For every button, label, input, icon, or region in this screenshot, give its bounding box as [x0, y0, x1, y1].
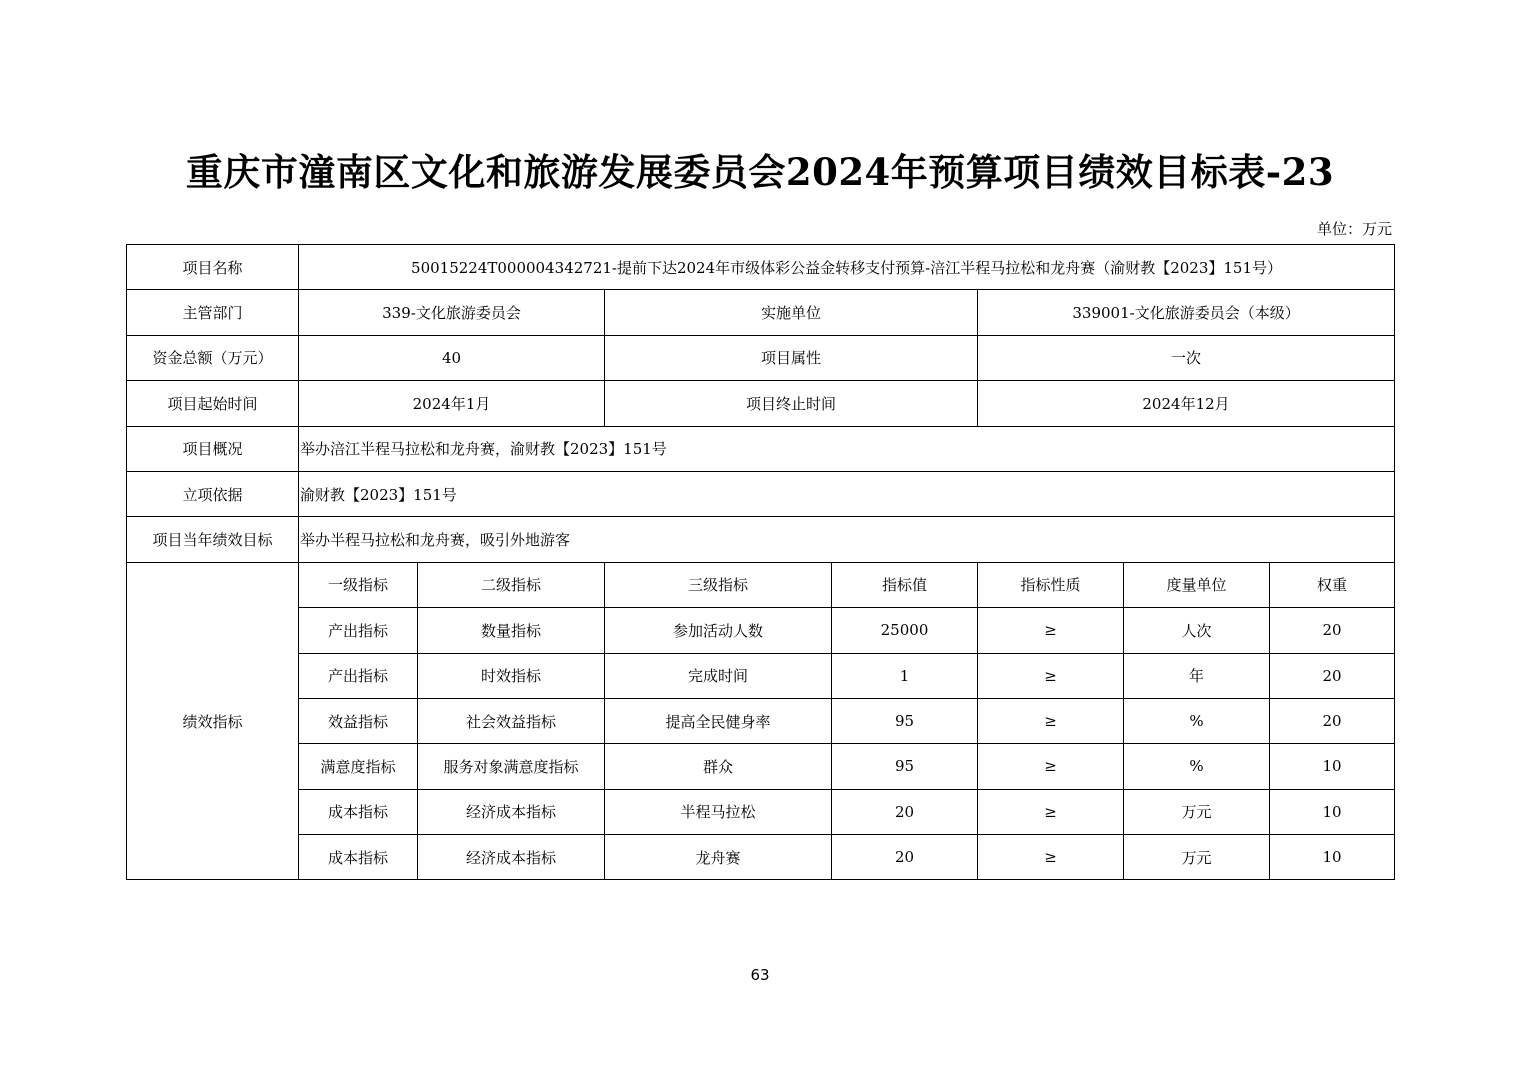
overview-value: 举办涪江半程马拉松和龙舟赛，渝财教【2023】151号: [299, 426, 1395, 471]
indicator-cell: 25000: [832, 608, 978, 653]
indicator-cell: 提高全民健身率: [605, 698, 832, 743]
indicator-cell: ≥: [978, 835, 1124, 880]
header-cell: 指标性质: [978, 562, 1124, 607]
page-title: 重庆市潼南区文化和旅游发展委员会2024年预算项目绩效目标表-23: [185, 150, 1335, 194]
indicator-cell: 成本指标: [299, 789, 418, 834]
indicator-cell: 成本指标: [299, 835, 418, 880]
indicator-cell: 数量指标: [418, 608, 605, 653]
row-project-name: [127, 245, 1395, 290]
start-value: 2024年1月: [299, 381, 605, 426]
row-overview: [127, 426, 1395, 471]
indicator-cell: ≥: [978, 698, 1124, 743]
basis-value: 渝财教【2023】151号: [299, 471, 1395, 516]
header-cell: 权重: [1270, 562, 1395, 607]
indicator-cell: 经济成本指标: [418, 789, 605, 834]
indicator-cell: 群众: [605, 744, 832, 789]
indicator-cell: ≥: [978, 789, 1124, 834]
end-label: 项目终止时间: [605, 381, 978, 426]
start-label: 项目起始时间: [127, 381, 299, 426]
indicator-cell: 社会效益指标: [418, 698, 605, 743]
row-basis: [127, 471, 1395, 516]
indicator-cell: 20: [832, 789, 978, 834]
performance-target-table: [126, 244, 1395, 880]
indicator-cell: %: [1124, 744, 1270, 789]
indicator-cell: 服务对象满意度指标: [418, 744, 605, 789]
table-row: [127, 653, 1395, 698]
table-row: [127, 835, 1395, 880]
table-row: [127, 789, 1395, 834]
indicator-cell: 龙舟赛: [605, 835, 832, 880]
indicator-cell: 年: [1124, 653, 1270, 698]
indicator-cell: 20: [1270, 653, 1395, 698]
indicator-cell: ≥: [978, 653, 1124, 698]
row-time: [127, 381, 1395, 426]
indicator-section-label: 绩效指标: [127, 562, 299, 880]
indicator-cell: 万元: [1124, 835, 1270, 880]
indicator-cell: 20: [1270, 608, 1395, 653]
indicator-cell: 10: [1270, 789, 1395, 834]
header-cell: 二级指标: [418, 562, 605, 607]
attr-label: 项目属性: [605, 335, 978, 380]
header-cell: 三级指标: [605, 562, 832, 607]
indicator-cell: 20: [1270, 698, 1395, 743]
indicator-cell: 满意度指标: [299, 744, 418, 789]
indicator-cell: 产出指标: [299, 653, 418, 698]
goal-value: 举办半程马拉松和龙舟赛，吸引外地游客: [299, 517, 1395, 562]
indicator-cell: 时效指标: [418, 653, 605, 698]
indicator-cell: 1: [832, 653, 978, 698]
indicator-cell: 10: [1270, 744, 1395, 789]
page-number: 63: [750, 966, 770, 984]
header-cell: 度量单位: [1124, 562, 1270, 607]
project-name-label: 项目名称: [127, 245, 299, 290]
row-goal: [127, 517, 1395, 562]
indicator-cell: ≥: [978, 608, 1124, 653]
dept-value: 339-文化旅游委员会: [299, 290, 605, 335]
indicator-cell: 10: [1270, 835, 1395, 880]
goal-label: 项目当年绩效目标: [127, 517, 299, 562]
indicator-cell: 经济成本指标: [418, 835, 605, 880]
indicator-cell: 参加活动人数: [605, 608, 832, 653]
indicator-cell: 效益指标: [299, 698, 418, 743]
row-department: [127, 290, 1395, 335]
indicator-cell: 95: [832, 698, 978, 743]
project-name-value: 50015224T000004342721-提前下达2024年市级体彩公益金转移支付预算-涪江半程马拉松和龙舟赛（渝财教【2023】151号）: [299, 245, 1395, 290]
indicator-cell: 半程马拉松: [605, 789, 832, 834]
indicator-cell: 万元: [1124, 789, 1270, 834]
basis-label: 立项依据: [127, 471, 299, 516]
table-row: [127, 608, 1395, 653]
indicator-header-row: [127, 562, 1395, 607]
header-cell: 一级指标: [299, 562, 418, 607]
table-row: [127, 698, 1395, 743]
impl-label: 实施单位: [605, 290, 978, 335]
impl-value: 339001-文化旅游委员会（本级）: [978, 290, 1395, 335]
indicator-cell: 20: [832, 835, 978, 880]
overview-label: 项目概况: [127, 426, 299, 471]
indicator-cell: 产出指标: [299, 608, 418, 653]
fund-label: 资金总额（万元）: [127, 335, 299, 380]
indicator-cell: 完成时间: [605, 653, 832, 698]
header-cell: 指标值: [832, 562, 978, 607]
row-fund: [127, 335, 1395, 380]
indicator-cell: 95: [832, 744, 978, 789]
fund-value: 40: [299, 335, 605, 380]
dept-label: 主管部门: [127, 290, 299, 335]
end-value: 2024年12月: [978, 381, 1395, 426]
indicator-cell: %: [1124, 698, 1270, 743]
unit-label: 单位：万元: [1316, 220, 1392, 238]
indicator-cell: 人次: [1124, 608, 1270, 653]
indicator-cell: ≥: [978, 744, 1124, 789]
attr-value: 一次: [978, 335, 1395, 380]
table-row: [127, 744, 1395, 789]
